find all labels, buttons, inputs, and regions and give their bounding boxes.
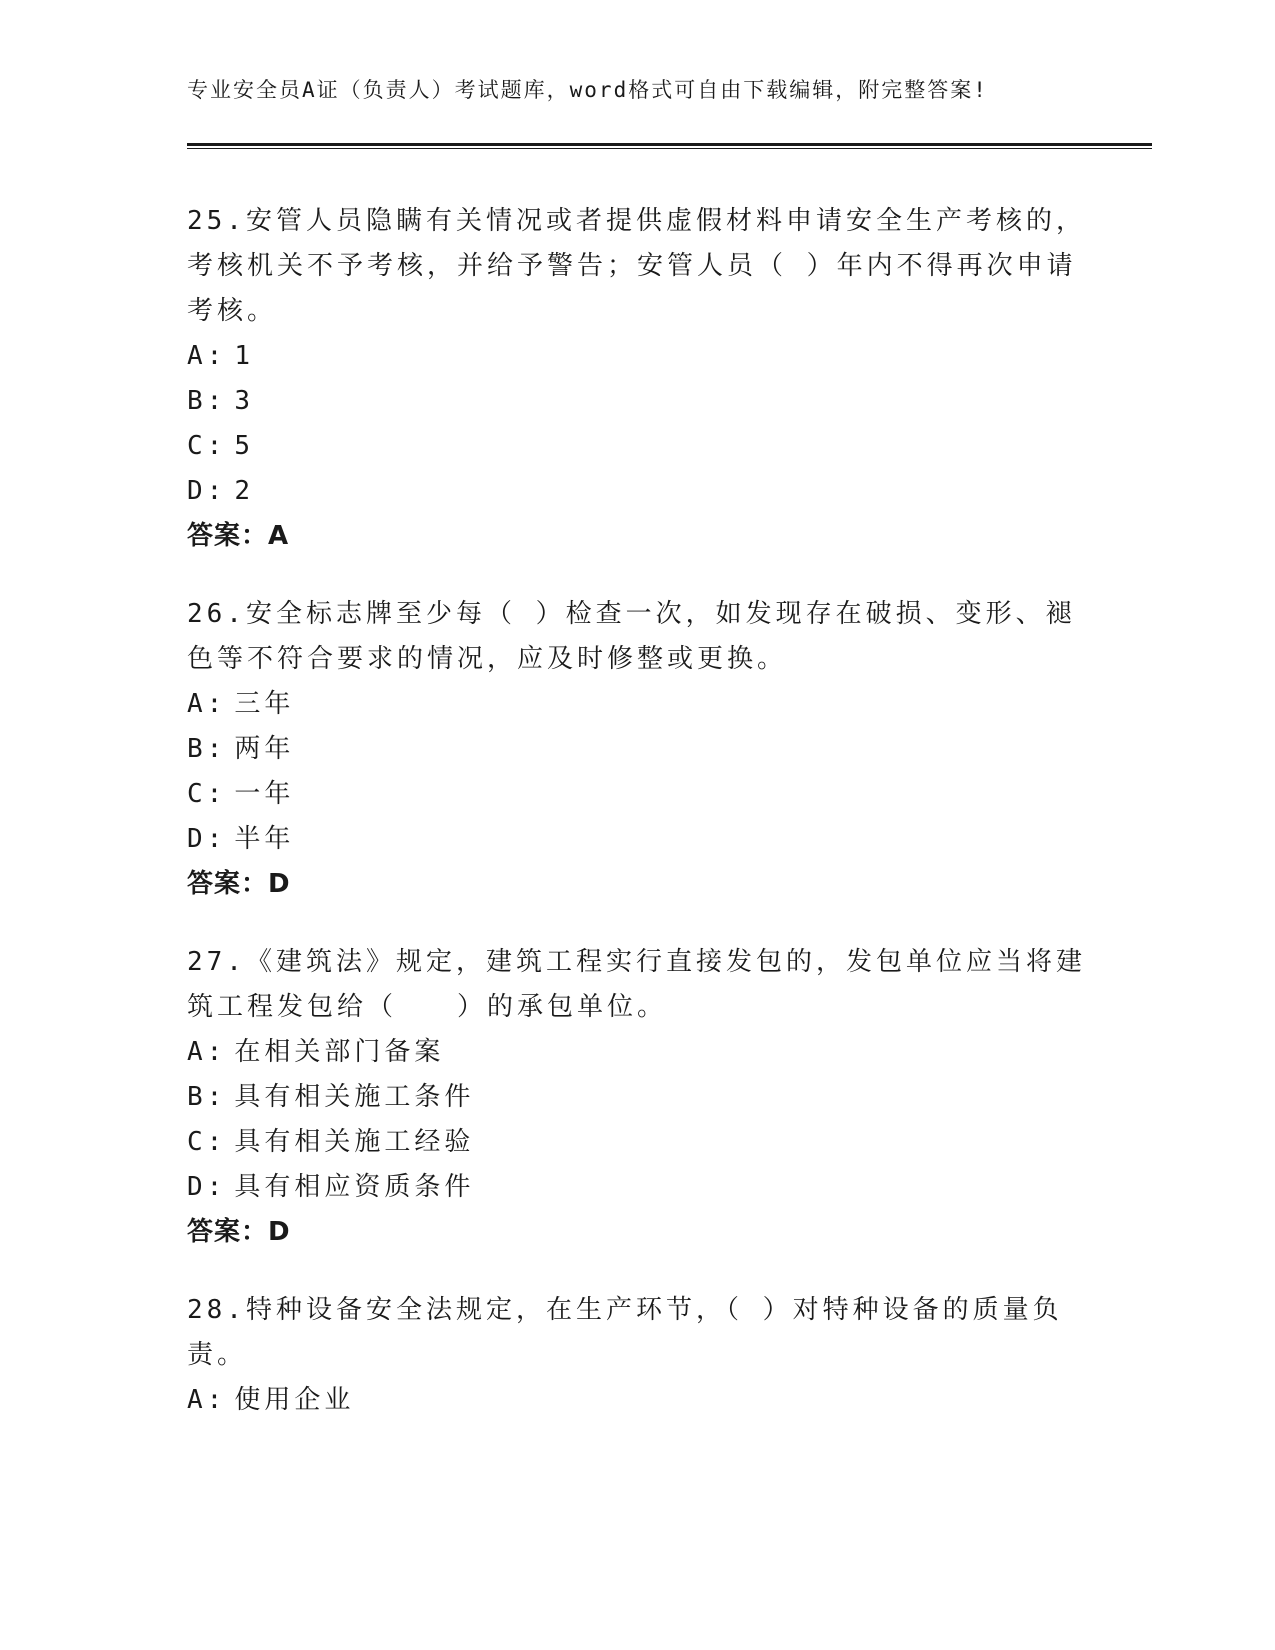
option-d bbox=[187, 817, 1087, 862]
question-list bbox=[187, 199, 1087, 1456]
option-d bbox=[187, 469, 1087, 514]
question-28 bbox=[187, 1288, 1087, 1423]
option-text: 1 bbox=[234, 341, 254, 371]
option-text: 2 bbox=[234, 476, 254, 506]
option-text: 两年 bbox=[234, 734, 295, 764]
option-letter: B: bbox=[187, 386, 227, 416]
header-rule-thin bbox=[187, 148, 1152, 149]
option-text: 5 bbox=[234, 431, 254, 461]
question-25 bbox=[187, 199, 1087, 559]
option-b bbox=[187, 1075, 1087, 1120]
option-c bbox=[187, 772, 1087, 817]
option-a bbox=[187, 334, 1087, 379]
option-text: 使用企业 bbox=[234, 1385, 355, 1415]
question-text: 25.安管人员隐瞒有关情况或者提供虚假材料申请安全生产考核的，考核机关不予考核，并给予警告；安管人员（ ）年内不得再次申请考核。 bbox=[187, 206, 1086, 326]
option-letter: B: bbox=[187, 1082, 227, 1112]
option-letter: B: bbox=[187, 734, 227, 764]
option-text: 具有相关施工条件 bbox=[234, 1082, 475, 1112]
option-text: 三年 bbox=[234, 689, 295, 719]
option-a bbox=[187, 682, 1087, 727]
option-letter: D: bbox=[187, 476, 227, 506]
option-letter: D: bbox=[187, 824, 227, 854]
option-text: 在相关部门备案 bbox=[234, 1037, 445, 1067]
option-a bbox=[187, 1030, 1087, 1075]
option-letter: D: bbox=[187, 1172, 227, 1202]
option-b bbox=[187, 379, 1087, 424]
option-letter: A: bbox=[187, 689, 227, 719]
question-27 bbox=[187, 940, 1087, 1255]
option-c bbox=[187, 424, 1087, 469]
option-letter: C: bbox=[187, 779, 227, 809]
option-letter: C: bbox=[187, 431, 227, 461]
document-header: 专业安全员A证（负责人）考试题库，word格式可自由下载编辑，附完整答案! bbox=[187, 78, 988, 102]
option-d bbox=[187, 1165, 1087, 1210]
question-text: 26.安全标志牌至少每（ ）检查一次，如发现存在破损、变形、褪色等不符合要求的情况，应及时修整或更换。 bbox=[187, 599, 1076, 674]
option-a bbox=[187, 1378, 1087, 1423]
answer-line: 答案：D bbox=[187, 1217, 291, 1247]
header-rule-thick bbox=[187, 143, 1152, 146]
question-26 bbox=[187, 592, 1087, 907]
option-text: 一年 bbox=[234, 779, 295, 809]
option-text: 具有相应资质条件 bbox=[234, 1172, 475, 1202]
option-text: 半年 bbox=[234, 824, 295, 854]
option-letter: A: bbox=[187, 1037, 227, 1067]
option-letter: A: bbox=[187, 341, 227, 371]
option-letter: C: bbox=[187, 1127, 227, 1157]
answer-line: 答案：D bbox=[187, 869, 291, 899]
option-text: 3 bbox=[234, 386, 254, 416]
question-text: 28.特种设备安全法规定，在生产环节，（ ）对特种设备的质量负责。 bbox=[187, 1295, 1063, 1370]
option-text: 具有相关施工经验 bbox=[234, 1127, 475, 1157]
option-b bbox=[187, 727, 1087, 772]
option-letter: A: bbox=[187, 1385, 227, 1415]
question-text: 27.《建筑法》规定，建筑工程实行直接发包的，发包单位应当将建筑工程发包给（ ）的承包单位。 bbox=[187, 947, 1086, 1022]
option-c bbox=[187, 1120, 1087, 1165]
answer-line: 答案：A bbox=[187, 521, 290, 551]
